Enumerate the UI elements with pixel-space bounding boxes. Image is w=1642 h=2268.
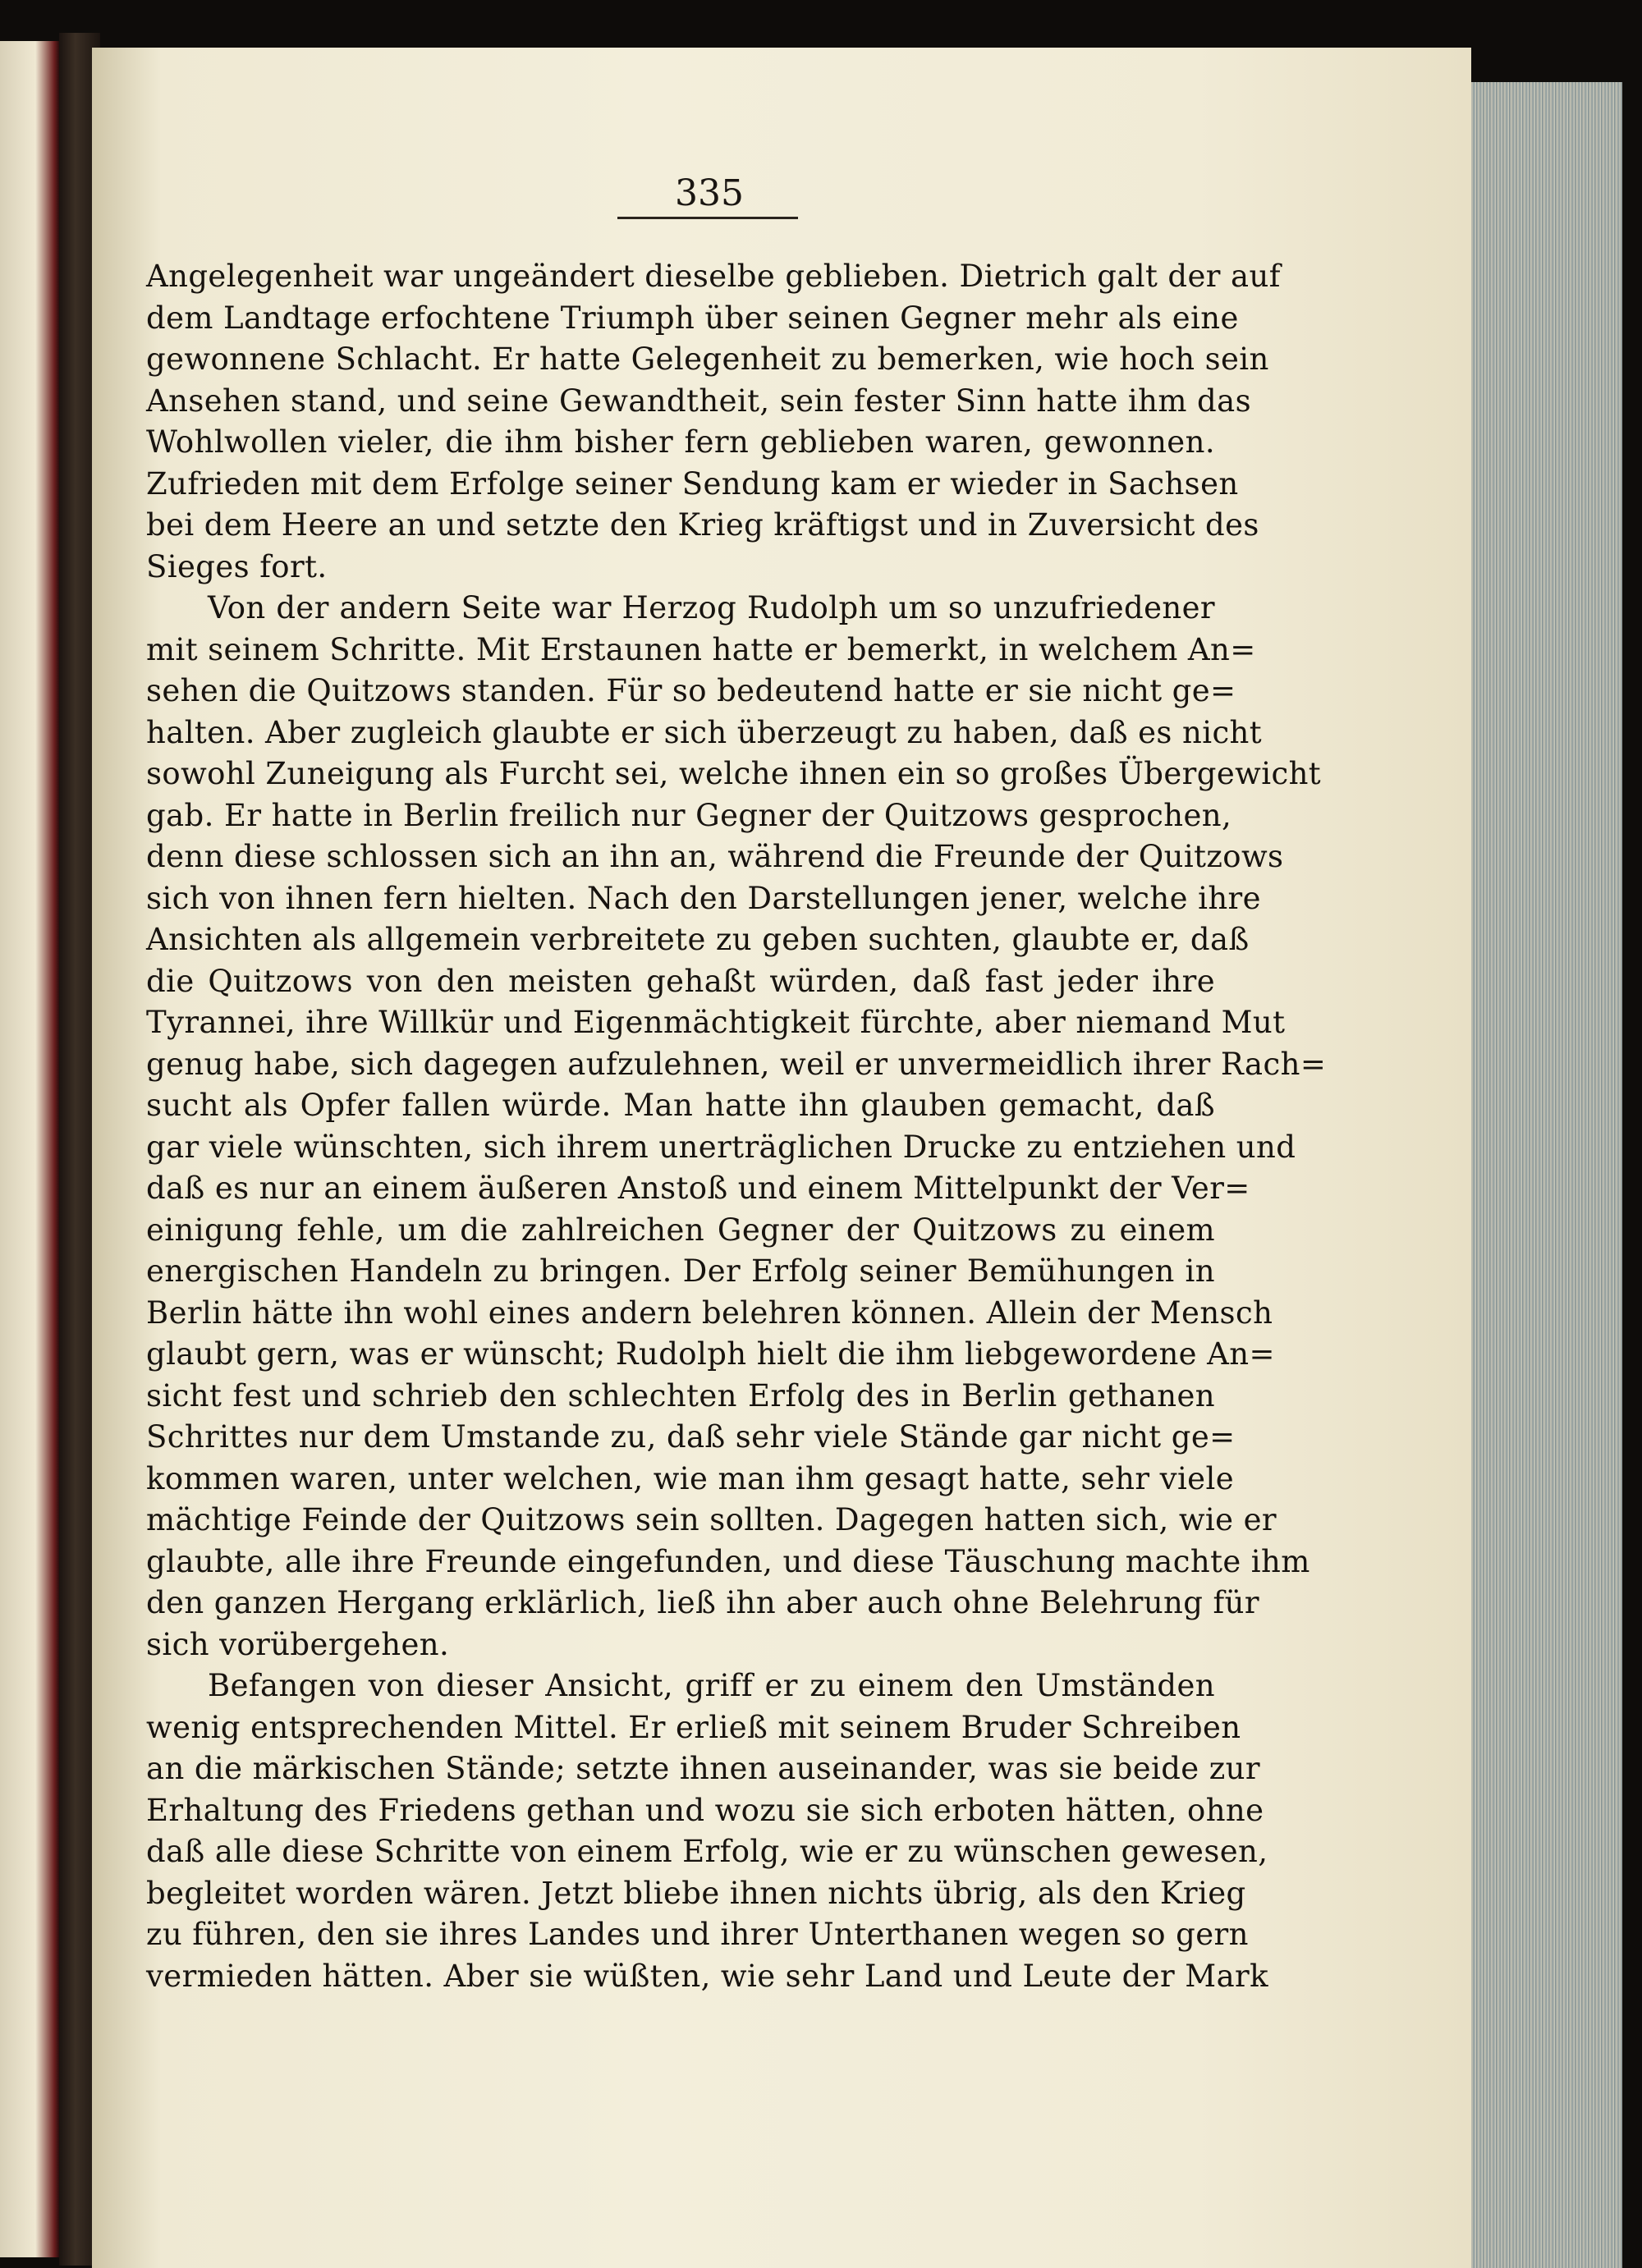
text-line: glaubt gern, was er wünscht; Rudolph hielt die ihm liebgewordene An= [146,1336,1275,1372]
text-line: einigung fehle, um die zahlreichen Gegner der Quitzows zu einem [146,1212,1215,1248]
text-line: die Quitzows von den meisten gehaßt würden, daß fast jeder ihre [146,963,1215,999]
text-line: Angelegenheit war ungeändert dieselbe geblieben. Dietrich galt der auf [146,259,1281,294]
text-line: daß es nur an einem äußeren Anstoß und einem Mittelpunkt der Ver= [146,1171,1250,1206]
text-line: mit seinem Schritte. Mit Erstaunen hatte er bemerkt, in welchem An= [146,631,1256,667]
text-line: begleitet worden wären. Jetzt bliebe ihnen nichts übrig, als den Krieg [146,1875,1246,1911]
text-line: dem Landtage erfochtene Triumph über seinen Gegner mehr als eine [146,300,1239,336]
text-line: wenig entsprechenden Mittel. Er erließ mit seinem Bruder Schreiben [146,1709,1241,1745]
text-line: mächtige Feinde der Quitzows sein sollten. Dagegen hatten sich, wie er [146,1502,1277,1537]
text-line: Tyrannei, ihre Willkür und Eigenmächtigkeit fürchte, aber niemand Mut [146,1005,1286,1040]
text-line: sehen die Quitzows standen. Für so bedeutend hatte er sie nicht ge= [146,673,1236,708]
text-line: sich vorübergehen. [146,1626,450,1662]
text-line: energischen Handeln zu bringen. Der Erfolg seiner Bemühungen in [146,1253,1215,1289]
text-line: den ganzen Hergang erklärlich, ließ ihn aber auch ohne Belehrung für [146,1585,1259,1620]
text-line: sicht fest und schrieb den schlechten Erfolg des in Berlin gethanen [146,1377,1215,1413]
body-text [146,256,1327,1997]
text-line: bei dem Heere an und setzte den Krieg kräftigst und in Zuversicht des [146,507,1259,543]
text-line: Zufrieden mit dem Erfolge seiner Sendung kam er wieder in Sachsen [146,465,1239,502]
text-line: Ansichten als allgemein verbreitete zu geben suchten, glaubte er, daß [146,922,1250,957]
text-line: gab. Er hatte in Berlin freilich nur Gegner der Quitzows gesprochen, [146,797,1232,833]
text-line: Schrittes nur dem Umstande zu, daß sehr viele Stände gar nicht ge= [146,1419,1236,1455]
text-line: Befangen von dieser Ansicht, griff er zu einem den Umständen [208,1668,1215,1703]
text-line: sucht als Opfer fallen würde. Man hatte ihn glauben gemacht, daß [146,1088,1215,1123]
text-line: zu führen, den sie ihres Landes und ihrer Unterthanen wegen so gern [146,1917,1249,1952]
text-line: genug habe, sich dagegen aufzulehnen, weil er unvermeidlich ihrer Rach= [146,1046,1327,1082]
text-line: denn diese schlossen sich an ihn an, während die Freunde der Quitzows [146,839,1284,874]
text-line: Berlin hätte ihn wohl eines andern belehren können. Allein der Mensch [146,1294,1273,1331]
text-line: an die märkischen Stände; setzte ihnen auseinander, was sie beide zur [146,1751,1260,1786]
text-line: halten. Aber zugleich glaubte er sich überzeugt zu haben, daß es nicht [146,714,1263,750]
page-number: 335 [675,172,744,214]
text-line: Ansehen stand, und seine Gewandtheit, sein fester Sinn hatte ihm das [146,383,1251,419]
text-line: Von der andern Seite war Herzog Rudolph um so unzufriedener [208,590,1215,625]
text-line: sowohl Zuneigung als Furcht sei, welche ihnen ein so großes Übergewicht [146,756,1322,791]
text-line: daß alle diese Schritte von einem Erfolg, wie er zu wünschen gewesen, [146,1834,1268,1869]
text-line: gewonnene Schlacht. Er hatte Gelegenheit zu bemerken, wie hoch sein [146,341,1269,377]
text-line: glaubte, alle ihre Freunde eingefunden, und diese Täuschung machte ihm [146,1543,1310,1579]
page-stack-edge [1445,82,1622,2268]
text-line: Sieges fort. [146,548,328,584]
header-rule [617,217,798,219]
text-line: sich von ihnen fern hielten. Nach den Darstellungen jener, welche ihre [146,880,1261,916]
text-line: vermieden hätten. Aber sie wüßten, wie sehr Land und Leute der Mark [146,1958,1268,1994]
left-page-edge [0,41,59,2257]
text-line: Wohlwollen vieler, die ihm bisher fern geblieben waren, gewonnen. [146,424,1215,460]
text-line: kommen waren, unter welchen, wie man ihm gesagt hatte, sehr viele [146,1460,1235,1496]
text-line: gar viele wünschten, sich ihrem unerträglichen Drucke zu entziehen und [146,1129,1296,1165]
text-line: Erhaltung des Friedens gethan und wozu sie sich erboten hätten, ohne [146,1792,1264,1828]
